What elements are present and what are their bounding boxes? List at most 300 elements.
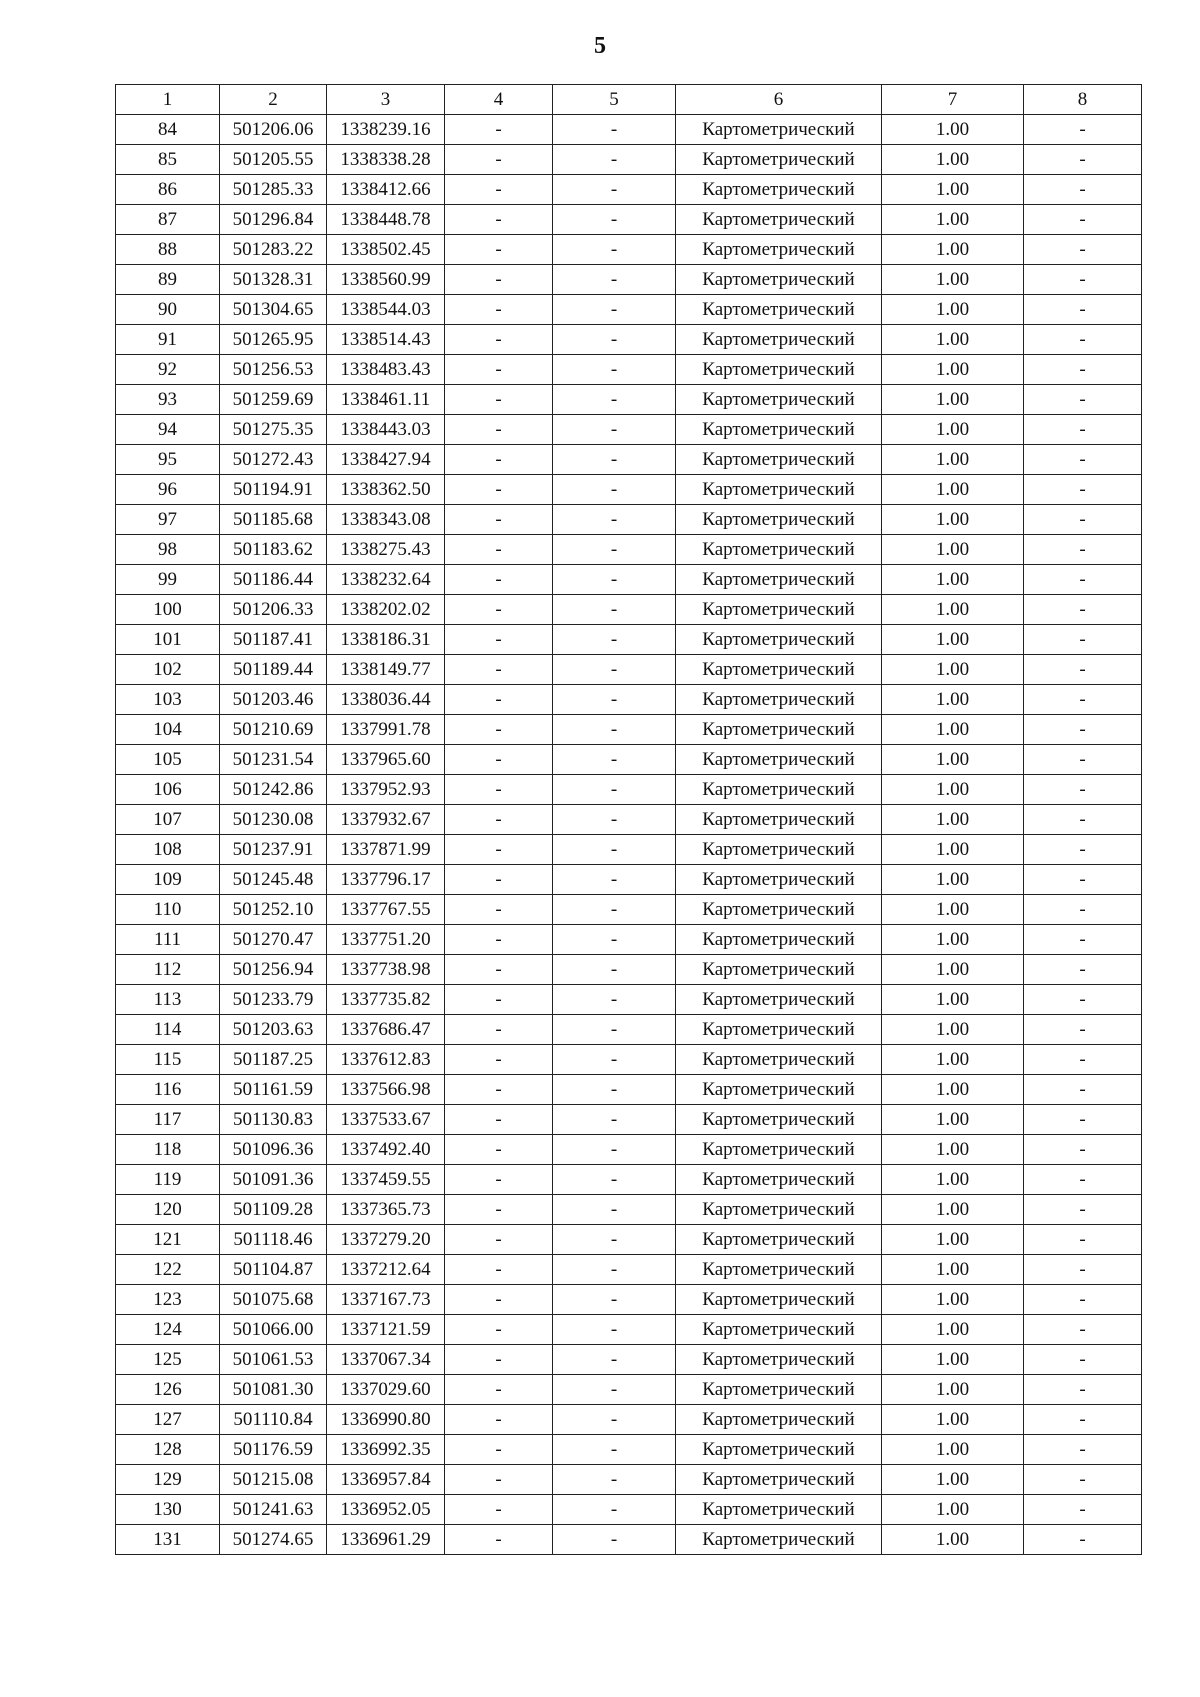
y-coordinate-cell: 1337932.67 — [327, 805, 445, 835]
x-coordinate-cell: 501061.53 — [220, 1345, 327, 1375]
method-cell: Картометрический — [676, 595, 882, 625]
x-coordinate-cell: 501241.63 — [220, 1495, 327, 1525]
col4-cell: - — [445, 835, 553, 865]
method-cell: Картометрический — [676, 745, 882, 775]
col4-cell: - — [445, 925, 553, 955]
point-number-cell: 118 — [116, 1135, 220, 1165]
column-header: 5 — [553, 85, 676, 115]
accuracy-cell: 1.00 — [882, 775, 1024, 805]
col8-cell: - — [1024, 1285, 1142, 1315]
point-number-cell: 131 — [116, 1525, 220, 1555]
col4-cell: - — [445, 325, 553, 355]
accuracy-cell: 1.00 — [882, 1045, 1024, 1075]
method-cell: Картометрический — [676, 1495, 882, 1525]
table-row — [116, 1285, 1142, 1315]
point-number-cell: 108 — [116, 835, 220, 865]
col8-cell: - — [1024, 1345, 1142, 1375]
table-row — [116, 925, 1142, 955]
method-cell: Картометрический — [676, 1345, 882, 1375]
x-coordinate-cell: 501259.69 — [220, 385, 327, 415]
table-row — [116, 655, 1142, 685]
col4-cell: - — [445, 385, 553, 415]
x-coordinate-cell: 501091.36 — [220, 1165, 327, 1195]
col8-cell: - — [1024, 745, 1142, 775]
col4-cell: - — [445, 1495, 553, 1525]
table-row — [116, 1255, 1142, 1285]
x-coordinate-cell: 501161.59 — [220, 1075, 327, 1105]
accuracy-cell: 1.00 — [882, 535, 1024, 565]
y-coordinate-cell: 1337566.98 — [327, 1075, 445, 1105]
table-row — [116, 115, 1142, 145]
col5-cell: - — [553, 1165, 676, 1195]
x-coordinate-cell: 501096.36 — [220, 1135, 327, 1165]
table-row — [116, 775, 1142, 805]
col5-cell: - — [553, 355, 676, 385]
x-coordinate-cell: 501231.54 — [220, 745, 327, 775]
y-coordinate-cell: 1337029.60 — [327, 1375, 445, 1405]
method-cell: Картометрический — [676, 805, 882, 835]
col5-cell: - — [553, 265, 676, 295]
col8-cell: - — [1024, 535, 1142, 565]
accuracy-cell: 1.00 — [882, 835, 1024, 865]
table-row — [116, 565, 1142, 595]
col8-cell: - — [1024, 1405, 1142, 1435]
y-coordinate-cell: 1337533.67 — [327, 1105, 445, 1135]
point-number-cell: 121 — [116, 1225, 220, 1255]
y-coordinate-cell: 1338427.94 — [327, 445, 445, 475]
x-coordinate-cell: 501285.33 — [220, 175, 327, 205]
col8-cell: - — [1024, 505, 1142, 535]
x-coordinate-cell: 501304.65 — [220, 295, 327, 325]
point-number-cell: 116 — [116, 1075, 220, 1105]
y-coordinate-cell: 1336952.05 — [327, 1495, 445, 1525]
col8-cell: - — [1024, 445, 1142, 475]
col4-cell: - — [445, 865, 553, 895]
col4-cell: - — [445, 655, 553, 685]
column-header: 2 — [220, 85, 327, 115]
table-row — [116, 625, 1142, 655]
col8-cell: - — [1024, 715, 1142, 745]
coordinates-table — [115, 84, 1142, 1555]
y-coordinate-cell: 1338232.64 — [327, 565, 445, 595]
col8-cell: - — [1024, 1375, 1142, 1405]
method-cell: Картометрический — [676, 685, 882, 715]
table-row — [116, 1225, 1142, 1255]
y-coordinate-cell: 1337212.64 — [327, 1255, 445, 1285]
point-number-cell: 91 — [116, 325, 220, 355]
point-number-cell: 113 — [116, 985, 220, 1015]
col8-cell: - — [1024, 1165, 1142, 1195]
accuracy-cell: 1.00 — [882, 1165, 1024, 1195]
col8-cell: - — [1024, 145, 1142, 175]
accuracy-cell: 1.00 — [882, 1525, 1024, 1555]
col4-cell: - — [445, 1375, 553, 1405]
table-row — [116, 1195, 1142, 1225]
accuracy-cell: 1.00 — [882, 355, 1024, 385]
col4-cell: - — [445, 805, 553, 835]
method-cell: Картометрический — [676, 865, 882, 895]
column-header: 7 — [882, 85, 1024, 115]
col5-cell: - — [553, 385, 676, 415]
method-cell: Картометрический — [676, 115, 882, 145]
point-number-cell: 115 — [116, 1045, 220, 1075]
col8-cell: - — [1024, 205, 1142, 235]
point-number-cell: 97 — [116, 505, 220, 535]
method-cell: Картометрический — [676, 1195, 882, 1225]
col4-cell: - — [445, 295, 553, 325]
point-number-cell: 98 — [116, 535, 220, 565]
x-coordinate-cell: 501230.08 — [220, 805, 327, 835]
table-row — [116, 475, 1142, 505]
table-row — [116, 685, 1142, 715]
col5-cell: - — [553, 325, 676, 355]
col8-cell: - — [1024, 925, 1142, 955]
col4-cell: - — [445, 715, 553, 745]
col5-cell: - — [553, 235, 676, 265]
table-row — [116, 715, 1142, 745]
y-coordinate-cell: 1337952.93 — [327, 775, 445, 805]
method-cell: Картометрический — [676, 925, 882, 955]
accuracy-cell: 1.00 — [882, 325, 1024, 355]
col5-cell: - — [553, 1405, 676, 1435]
col4-cell: - — [445, 115, 553, 145]
col5-cell: - — [553, 565, 676, 595]
method-cell: Картометрический — [676, 775, 882, 805]
col4-cell: - — [445, 1135, 553, 1165]
y-coordinate-cell: 1338514.43 — [327, 325, 445, 355]
col8-cell: - — [1024, 1315, 1142, 1345]
accuracy-cell: 1.00 — [882, 1195, 1024, 1225]
table-row — [116, 325, 1142, 355]
point-number-cell: 89 — [116, 265, 220, 295]
accuracy-cell: 1.00 — [882, 235, 1024, 265]
table-row — [116, 1525, 1142, 1555]
method-cell: Картометрический — [676, 955, 882, 985]
point-number-cell: 125 — [116, 1345, 220, 1375]
table-row — [116, 1435, 1142, 1465]
method-cell: Картометрический — [676, 175, 882, 205]
y-coordinate-cell: 1336990.80 — [327, 1405, 445, 1435]
y-coordinate-cell: 1337767.55 — [327, 895, 445, 925]
col4-cell: - — [445, 235, 553, 265]
point-number-cell: 122 — [116, 1255, 220, 1285]
col8-cell: - — [1024, 1225, 1142, 1255]
col4-cell: - — [445, 355, 553, 385]
table-row — [116, 805, 1142, 835]
col4-cell: - — [445, 955, 553, 985]
table-row — [116, 265, 1142, 295]
y-coordinate-cell: 1337991.78 — [327, 715, 445, 745]
point-number-cell: 103 — [116, 685, 220, 715]
col4-cell: - — [445, 685, 553, 715]
col8-cell: - — [1024, 685, 1142, 715]
table-row — [116, 1345, 1142, 1375]
y-coordinate-cell: 1338448.78 — [327, 205, 445, 235]
x-coordinate-cell: 501206.33 — [220, 595, 327, 625]
col5-cell: - — [553, 895, 676, 925]
y-coordinate-cell: 1338362.50 — [327, 475, 445, 505]
x-coordinate-cell: 501296.84 — [220, 205, 327, 235]
method-cell: Картометрический — [676, 385, 882, 415]
point-number-cell: 117 — [116, 1105, 220, 1135]
col8-cell: - — [1024, 265, 1142, 295]
table-row — [116, 385, 1142, 415]
x-coordinate-cell: 501265.95 — [220, 325, 327, 355]
col8-cell: - — [1024, 115, 1142, 145]
table-row — [116, 1315, 1142, 1345]
x-coordinate-cell: 501066.00 — [220, 1315, 327, 1345]
col8-cell: - — [1024, 295, 1142, 325]
y-coordinate-cell: 1337167.73 — [327, 1285, 445, 1315]
table-row — [116, 865, 1142, 895]
accuracy-cell: 1.00 — [882, 445, 1024, 475]
method-cell: Картометрический — [676, 625, 882, 655]
table-row — [116, 1105, 1142, 1135]
col4-cell: - — [445, 745, 553, 775]
column-header: 4 — [445, 85, 553, 115]
col5-cell: - — [553, 865, 676, 895]
y-coordinate-cell: 1337686.47 — [327, 1015, 445, 1045]
accuracy-cell: 1.00 — [882, 505, 1024, 535]
point-number-cell: 124 — [116, 1315, 220, 1345]
accuracy-cell: 1.00 — [882, 955, 1024, 985]
x-coordinate-cell: 501283.22 — [220, 235, 327, 265]
col5-cell: - — [553, 1105, 676, 1135]
accuracy-cell: 1.00 — [882, 1135, 1024, 1165]
x-coordinate-cell: 501242.86 — [220, 775, 327, 805]
point-number-cell: 84 — [116, 115, 220, 145]
table-row — [116, 445, 1142, 475]
col5-cell: - — [553, 925, 676, 955]
accuracy-cell: 1.00 — [882, 1375, 1024, 1405]
col4-cell: - — [445, 1015, 553, 1045]
table-body — [116, 115, 1142, 1555]
point-number-cell: 114 — [116, 1015, 220, 1045]
col5-cell: - — [553, 775, 676, 805]
x-coordinate-cell: 501328.31 — [220, 265, 327, 295]
accuracy-cell: 1.00 — [882, 175, 1024, 205]
x-coordinate-cell: 501187.41 — [220, 625, 327, 655]
table-row — [116, 1075, 1142, 1105]
point-number-cell: 123 — [116, 1285, 220, 1315]
col8-cell: - — [1024, 595, 1142, 625]
col8-cell: - — [1024, 415, 1142, 445]
column-header: 3 — [327, 85, 445, 115]
method-cell: Картометрический — [676, 415, 882, 445]
col5-cell: - — [553, 1525, 676, 1555]
col4-cell: - — [445, 1525, 553, 1555]
method-cell: Картометрический — [676, 1375, 882, 1405]
method-cell: Картометрический — [676, 1105, 882, 1135]
accuracy-cell: 1.00 — [882, 1405, 1024, 1435]
accuracy-cell: 1.00 — [882, 565, 1024, 595]
col4-cell: - — [445, 1105, 553, 1135]
col8-cell: - — [1024, 625, 1142, 655]
table-row — [116, 1375, 1142, 1405]
point-number-cell: 85 — [116, 145, 220, 175]
col4-cell: - — [445, 1285, 553, 1315]
col8-cell: - — [1024, 325, 1142, 355]
col4-cell: - — [445, 985, 553, 1015]
col4-cell: - — [445, 1255, 553, 1285]
page-number: 5 — [594, 33, 606, 59]
accuracy-cell: 1.00 — [882, 265, 1024, 295]
col4-cell: - — [445, 895, 553, 925]
y-coordinate-cell: 1337738.98 — [327, 955, 445, 985]
point-number-cell: 104 — [116, 715, 220, 745]
col4-cell: - — [445, 1435, 553, 1465]
col5-cell: - — [553, 1225, 676, 1255]
col4-cell: - — [445, 505, 553, 535]
x-coordinate-cell: 501110.84 — [220, 1405, 327, 1435]
col5-cell: - — [553, 1135, 676, 1165]
col5-cell: - — [553, 655, 676, 685]
method-cell: Картометрический — [676, 235, 882, 265]
col4-cell: - — [445, 1225, 553, 1255]
table-row — [116, 535, 1142, 565]
accuracy-cell: 1.00 — [882, 985, 1024, 1015]
x-coordinate-cell: 501203.46 — [220, 685, 327, 715]
table-row — [116, 895, 1142, 925]
y-coordinate-cell: 1338502.45 — [327, 235, 445, 265]
table-row — [116, 295, 1142, 325]
y-coordinate-cell: 1338036.44 — [327, 685, 445, 715]
col8-cell: - — [1024, 1525, 1142, 1555]
point-number-cell: 128 — [116, 1435, 220, 1465]
col5-cell: - — [553, 1465, 676, 1495]
accuracy-cell: 1.00 — [882, 595, 1024, 625]
accuracy-cell: 1.00 — [882, 805, 1024, 835]
table-row — [116, 835, 1142, 865]
point-number-cell: 99 — [116, 565, 220, 595]
col8-cell: - — [1024, 175, 1142, 205]
col4-cell: - — [445, 565, 553, 595]
x-coordinate-cell: 501274.65 — [220, 1525, 327, 1555]
column-header: 8 — [1024, 85, 1142, 115]
col8-cell: - — [1024, 955, 1142, 985]
table-row — [116, 1015, 1142, 1045]
point-number-cell: 127 — [116, 1405, 220, 1435]
col8-cell: - — [1024, 655, 1142, 685]
point-number-cell: 86 — [116, 175, 220, 205]
x-coordinate-cell: 501256.94 — [220, 955, 327, 985]
table-row — [116, 1405, 1142, 1435]
col4-cell: - — [445, 145, 553, 175]
col4-cell: - — [445, 265, 553, 295]
col4-cell: - — [445, 1345, 553, 1375]
header-row — [116, 85, 1142, 115]
col5-cell: - — [553, 745, 676, 775]
point-number-cell: 106 — [116, 775, 220, 805]
point-number-cell: 92 — [116, 355, 220, 385]
accuracy-cell: 1.00 — [882, 415, 1024, 445]
y-coordinate-cell: 1337279.20 — [327, 1225, 445, 1255]
column-header: 6 — [676, 85, 882, 115]
col5-cell: - — [553, 1435, 676, 1465]
table-row — [116, 1045, 1142, 1075]
y-coordinate-cell: 1337796.17 — [327, 865, 445, 895]
accuracy-cell: 1.00 — [882, 1465, 1024, 1495]
point-number-cell: 110 — [116, 895, 220, 925]
table-row — [116, 415, 1142, 445]
x-coordinate-cell: 501194.91 — [220, 475, 327, 505]
method-cell: Картометрический — [676, 1285, 882, 1315]
point-number-cell: 94 — [116, 415, 220, 445]
y-coordinate-cell: 1337735.82 — [327, 985, 445, 1015]
method-cell: Картометрический — [676, 1315, 882, 1345]
col5-cell: - — [553, 985, 676, 1015]
accuracy-cell: 1.00 — [882, 1315, 1024, 1345]
accuracy-cell: 1.00 — [882, 895, 1024, 925]
col5-cell: - — [553, 1375, 676, 1405]
y-coordinate-cell: 1338186.31 — [327, 625, 445, 655]
y-coordinate-cell: 1337365.73 — [327, 1195, 445, 1225]
col8-cell: - — [1024, 1465, 1142, 1495]
col4-cell: - — [445, 1075, 553, 1105]
accuracy-cell: 1.00 — [882, 925, 1024, 955]
col5-cell: - — [553, 535, 676, 565]
col4-cell: - — [445, 1195, 553, 1225]
x-coordinate-cell: 501183.62 — [220, 535, 327, 565]
x-coordinate-cell: 501275.35 — [220, 415, 327, 445]
y-coordinate-cell: 1338443.03 — [327, 415, 445, 445]
y-coordinate-cell: 1338239.16 — [327, 115, 445, 145]
col5-cell: - — [553, 1195, 676, 1225]
col5-cell: - — [553, 1345, 676, 1375]
col4-cell: - — [445, 415, 553, 445]
col4-cell: - — [445, 775, 553, 805]
accuracy-cell: 1.00 — [882, 1225, 1024, 1255]
col4-cell: - — [445, 205, 553, 235]
accuracy-cell: 1.00 — [882, 115, 1024, 145]
accuracy-cell: 1.00 — [882, 1075, 1024, 1105]
x-coordinate-cell: 501210.69 — [220, 715, 327, 745]
col8-cell: - — [1024, 865, 1142, 895]
accuracy-cell: 1.00 — [882, 1255, 1024, 1285]
accuracy-cell: 1.00 — [882, 145, 1024, 175]
x-coordinate-cell: 501187.25 — [220, 1045, 327, 1075]
accuracy-cell: 1.00 — [882, 865, 1024, 895]
point-number-cell: 87 — [116, 205, 220, 235]
accuracy-cell: 1.00 — [882, 1015, 1024, 1045]
col5-cell: - — [553, 805, 676, 835]
table-row — [116, 595, 1142, 625]
table-row — [116, 1495, 1142, 1525]
table-row — [116, 175, 1142, 205]
y-coordinate-cell: 1337751.20 — [327, 925, 445, 955]
col4-cell: - — [445, 445, 553, 475]
x-coordinate-cell: 501245.48 — [220, 865, 327, 895]
method-cell: Картометрический — [676, 655, 882, 685]
method-cell: Картометрический — [676, 1435, 882, 1465]
col8-cell: - — [1024, 355, 1142, 385]
accuracy-cell: 1.00 — [882, 1105, 1024, 1135]
col5-cell: - — [553, 205, 676, 235]
point-number-cell: 111 — [116, 925, 220, 955]
table-row — [116, 1465, 1142, 1495]
col8-cell: - — [1024, 805, 1142, 835]
point-number-cell: 93 — [116, 385, 220, 415]
col4-cell: - — [445, 475, 553, 505]
point-number-cell: 101 — [116, 625, 220, 655]
col5-cell: - — [553, 1015, 676, 1045]
accuracy-cell: 1.00 — [882, 1285, 1024, 1315]
col8-cell: - — [1024, 235, 1142, 265]
x-coordinate-cell: 501185.68 — [220, 505, 327, 535]
col4-cell: - — [445, 1405, 553, 1435]
col8-cell: - — [1024, 1195, 1142, 1225]
accuracy-cell: 1.00 — [882, 655, 1024, 685]
